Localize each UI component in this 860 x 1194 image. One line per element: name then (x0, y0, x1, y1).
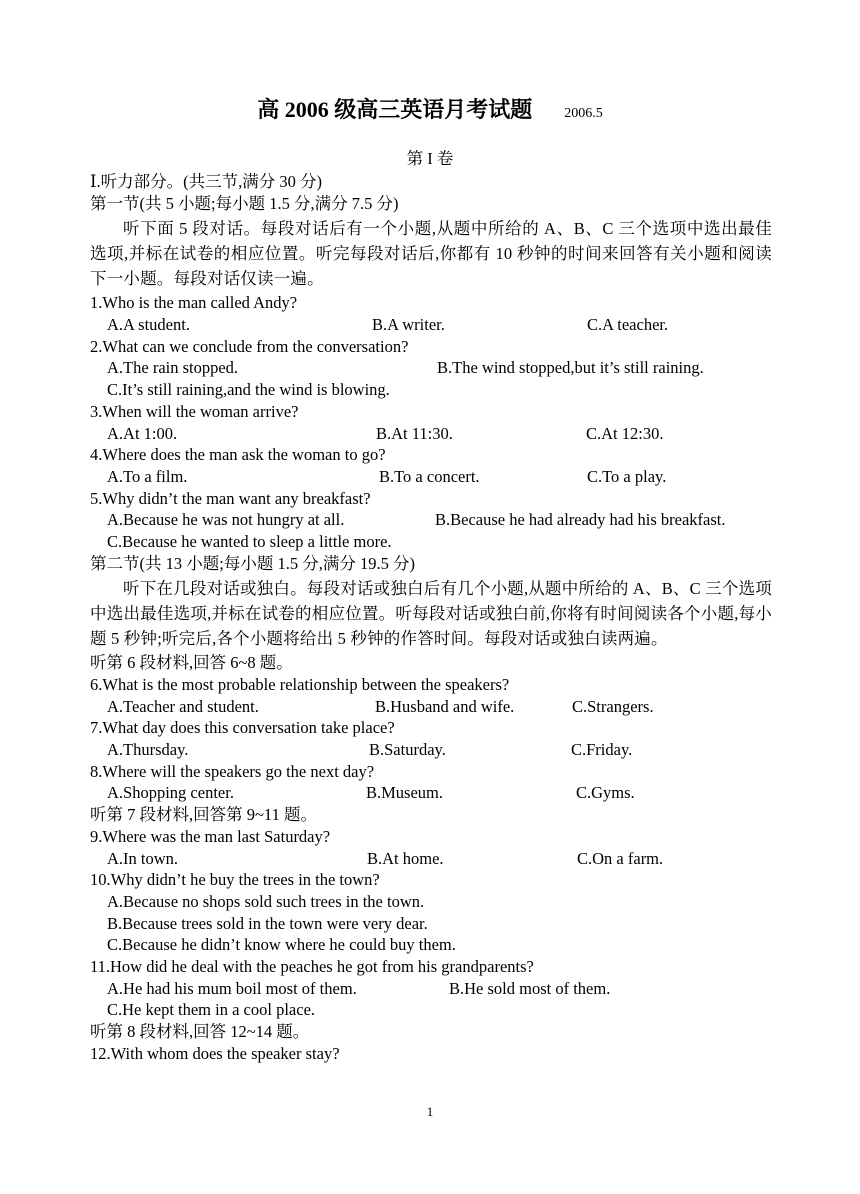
question-12: 12.With whom does the speaker stay? (90, 1043, 340, 1063)
question-7: 7.What day does this conversation take place? (90, 718, 395, 738)
option-c: C.He kept them in a cool place. (107, 1000, 316, 1020)
exam-title: 高 2006 级高三英语月考试题 (257, 97, 533, 122)
option-b: B.To a concert. (379, 466, 480, 486)
option-c: C.On a farm. (577, 848, 664, 868)
question-11: 11.How did he deal with the peaches he got from his grandparents? (90, 956, 534, 976)
section2-instructions: 听下在几段对话或独白。每段对话或独白后有几个小题,从题中所给的 A、B、C 三个选项中选出最佳选项,并标在试卷的相应位置。听每段对话或独白前,你将有时间阅读各个小题,每小题 5 秒钟;听完后,各个小题将给出 5 秒钟的作答时间。每段对话或独白读两遍。 (90, 579, 772, 649)
material-6-instruction: 听第 6 段材料,回答 6~8 题。 (90, 653, 293, 673)
option-a: A.Because he was not hungry at all. (107, 510, 345, 530)
section1-heading: 第一节(共 5 小题;每小题 1.5 分,满分 7.5 分) (90, 193, 399, 213)
option-c: C.Strangers. (572, 696, 654, 716)
option-b: B.Husband and wife. (375, 696, 515, 716)
option-a: A.Teacher and student. (107, 696, 259, 716)
question-5-options (90, 509, 772, 531)
material-7-instruction: 听第 7 段材料,回答第 9~11 题。 (90, 805, 317, 825)
question-1: 1.Who is the man called Andy? (90, 293, 298, 313)
option-a: A.He had his mum boil most of them. (107, 978, 357, 998)
option-b: B.At home. (367, 848, 444, 868)
option-c: C.Because he didn’t know where he could buy them. (107, 935, 456, 955)
option-b: B.Saturday. (369, 740, 446, 760)
option-a: A.Because no shops sold such trees in the town. (107, 891, 425, 911)
option-a: A.To a film. (107, 466, 188, 486)
question-4-options (90, 466, 772, 488)
option-b: B.Because trees sold in the town were very dear. (107, 913, 428, 933)
option-a: A.A student. (107, 315, 190, 335)
option-c: C.Gyms. (576, 783, 635, 803)
material-8-instruction: 听第 8 段材料,回答 12~14 题。 (90, 1022, 310, 1041)
option-a: A.Shopping center. (107, 783, 234, 803)
option-b: B.A writer. (372, 315, 445, 335)
option-c: C.To a play. (587, 466, 667, 486)
part-heading: Ⅰ.听力部分。(共三节,满分 30 分) (90, 172, 323, 191)
question-6: 6.What is the most probable relationship between the speakers? (90, 675, 510, 694)
question-2-options (90, 357, 772, 379)
question-6-options (90, 696, 772, 718)
option-c: C.A teacher. (587, 315, 669, 335)
section1-instructions: 听下面 5 段对话。每段对话后有一个小题,从题中所给的 A、B、C 三个选项中选出最佳选项,并标在试卷的相应位置。听完每段对话后,你都有 10 秒钟的时间来回答有关小题和阅读下一小题。每段对话仅读一遍。 (90, 219, 772, 289)
option-b: B.He sold most of them. (449, 978, 611, 998)
question-3: 3.When will the woman arrive? (90, 401, 299, 421)
question-10: 10.Why didn’t he buy the trees in the town? (90, 870, 380, 890)
option-b: B.The wind stopped,but it’s still raining. (437, 358, 704, 378)
question-2: 2.What can we conclude from the conversation? (90, 336, 409, 356)
page-number: 1 (426, 1104, 434, 1119)
option-a: A.In town. (107, 848, 179, 868)
option-c: C.Friday. (571, 740, 633, 760)
question-7-options (90, 739, 772, 761)
question-8: 8.Where will the speakers go the next day? (90, 761, 375, 781)
exam-title-block (0, 96, 860, 128)
option-c: C.It’s still raining,and the wind is blowing. (107, 380, 390, 400)
option-a: A.The rain stopped. (107, 358, 239, 378)
question-8-options (90, 782, 772, 804)
exam-body (90, 171, 772, 1064)
section2-heading: 第二节(共 13 小题;每小题 1.5 分,满分 19.5 分) (90, 553, 415, 573)
exam-date: 2006.5 (564, 106, 603, 121)
option-a: A.At 1:00. (107, 423, 178, 443)
option-b: B.Because he had already had his breakfast. (435, 510, 726, 530)
option-c: C.At 12:30. (586, 423, 664, 443)
volume-label: 第 I 卷 (406, 149, 454, 168)
option-b: B.At 11:30. (376, 423, 453, 443)
question-5: 5.Why didn’t the man want any breakfast? (90, 488, 371, 508)
question-1-options (90, 314, 772, 336)
question-4: 4.Where does the man ask the woman to go? (90, 445, 386, 465)
question-3-options (90, 423, 772, 445)
question-9: 9.Where was the man last Saturday? (90, 826, 331, 846)
option-a: A.Thursday. (107, 740, 189, 760)
option-b: B.Museum. (366, 783, 444, 803)
question-9-options (90, 848, 772, 870)
question-11-options (90, 978, 772, 1000)
option-c: C.Because he wanted to sleep a little more. (107, 531, 392, 551)
